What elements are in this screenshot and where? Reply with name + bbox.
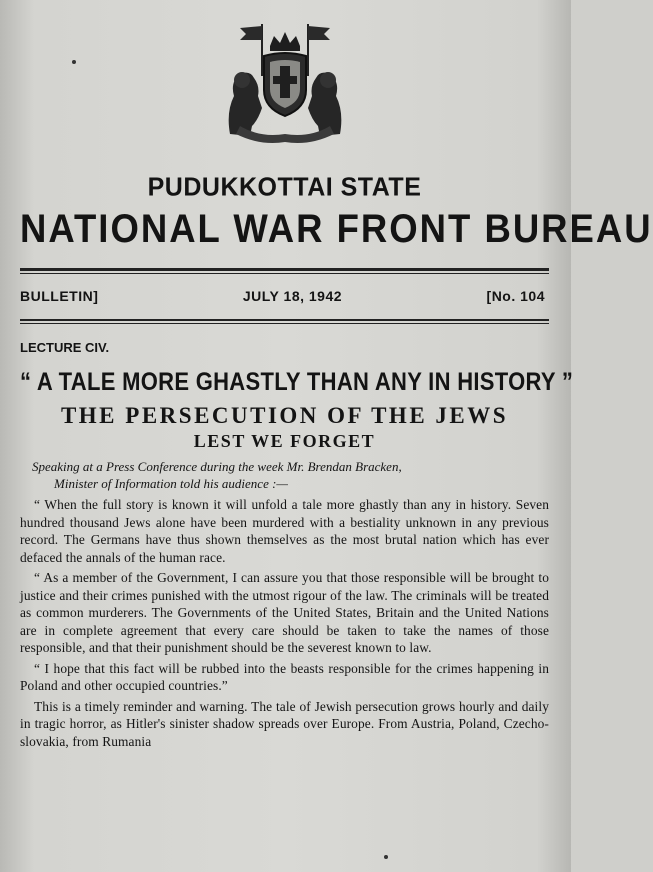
tagline: LEST WE FORGET: [193, 431, 376, 451]
bureau-title: NATIONAL WAR FRONT BUREAU: [20, 206, 653, 251]
body-paragraph: This is a timely reminder and warning. The tale of Jewish persecution grows hourly and daily in tragic horror, as Hitler's sinister shadow spreads over Europe. From Austria, Poland, Czecho-slovakia, from Rumania: [20, 698, 549, 749]
ink-speck: [384, 855, 388, 859]
double-rule-bottom: [20, 319, 549, 324]
body-paragraph: “ As a member of the Government, I can assure you that those responsible will be brought to justice and their crimes punished with the utmost rigour of the law. The criminals will be treated as common murderers. The Governments of the United States, Britain and the United Nations are in complete agreement that every care should be taken to take the names of those responsible, and that their punishment should be the severest known to law.: [20, 570, 549, 655]
state-name: PUDUKKOTTAI STATE: [147, 172, 422, 202]
bulletin-date: JULY 18, 1942: [242, 288, 343, 304]
headline: “ A TALE MORE GHASTLY THAN ANY IN HISTORY ”: [20, 367, 574, 396]
subheadline: THE PERSECUTION OF THE JEWS: [60, 403, 509, 428]
coat-of-arms-emblem: [200, 16, 370, 146]
intro-note: [20, 458, 549, 492]
lecture-number: LECTURE CIV.: [20, 340, 110, 355]
ink-speck: [72, 60, 76, 64]
body-paragraph: “ When the full story is known it will unfold a tale more ghastly than any in history. Seven hundred thousand Jews alone have been murdered with a bestiality unknown in any previous record. The Germans have thus shown themselves as the most brutal nation which has ever defaced the annals of the human race.: [20, 497, 549, 565]
body-paragraph: “ I hope that this fact will be rubbed into the beasts responsible for the crimes happening in Poland and other occupied countries.”: [20, 660, 549, 693]
intro-line-1: Speaking at a Press Conference during the week Mr. Brendan Bracken,: [32, 459, 402, 474]
intro-line-2: Minister of Information told his audience :—: [54, 476, 288, 491]
bulletin-label: BULLETIN]: [20, 288, 99, 304]
bulletin-info-row: [20, 274, 549, 304]
crest-area: [20, 0, 549, 151]
bulletin-number: [No. 104: [486, 288, 545, 304]
